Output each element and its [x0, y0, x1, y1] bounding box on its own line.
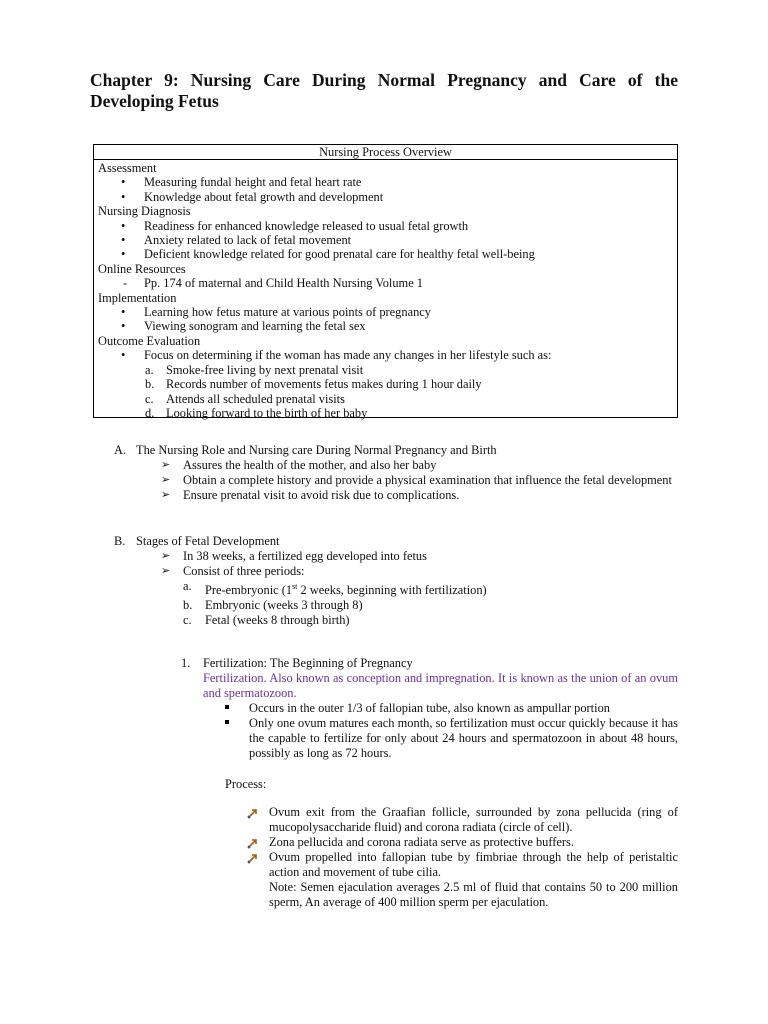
- list-item: ➢ In 38 weeks, a fertilized egg developed into fetus: [161, 549, 427, 563]
- list-item: - Pp. 174 of maternal and Child Health Nursing Volume 1: [123, 276, 423, 291]
- assessment-label: Assessment: [98, 161, 157, 175]
- semen-note: Note: Semen ejaculation averages 2.5 ml of fluid that contains 50 to 200 million sperm, An average of 400 million sperm per ejaculation.: [269, 880, 678, 909]
- process-label: Process:: [225, 777, 267, 791]
- fertilization-section: [181, 656, 678, 910]
- list-item: • Readiness for enhanced knowledge released to usual fetal growth: [121, 218, 469, 233]
- arrow-bullet-icon: ➢: [161, 459, 171, 471]
- nursing-process-overview-box: [93, 144, 678, 418]
- arrow-bullet-icon: ➢: [161, 550, 171, 562]
- section-b-heading: B. Stages of Fetal Development: [114, 534, 280, 548]
- list-item: Occurs in the outer 1/3 of fallopian tube, also known as ampullar portion: [223, 701, 678, 716]
- list-item: • Learning how fetus mature at various points of pregnancy: [121, 305, 431, 320]
- list-item: • Anxiety related to lack of fetal movement: [121, 233, 352, 248]
- outcome-evaluation-label: Outcome Evaluation: [98, 333, 201, 348]
- list-item: • Measuring fundal height and fetal heart rate: [121, 175, 362, 190]
- section-a: [114, 443, 678, 503]
- list-item: • Focus on determining if the woman has made any changes in her lifestyle such as:: [121, 348, 552, 363]
- arrow-bullet-icon: [247, 807, 259, 823]
- diagnosis-label: Nursing Diagnosis: [98, 204, 191, 219]
- list-item: Zona pellucida and corona radiata serve as protective buffers.: [247, 835, 678, 850]
- arrow-bullet-icon: [247, 852, 259, 868]
- list-item: d. Looking forward to the birth of her baby: [145, 405, 368, 420]
- list-item: c. Fetal (weeks 8 through birth): [183, 613, 350, 628]
- fertilization-definition: Fertilization. Also known as conception and impregnation. It is known as the union of an ovum and spermatozoon.: [203, 671, 678, 700]
- section-b: [114, 534, 678, 628]
- list-item: Ovum propelled into fallopian tube by fimbriae through the help of peristaltic action and movement of tube cilia. Note: Semen ejaculation averages 2.5 ml of fluid that contains 50 to 200 million sperm, An average of 400 million sperm per ejaculation.: [247, 850, 678, 910]
- implementation-label: Implementation: [98, 290, 177, 305]
- chapter-title: Chapter 9: Nursing Care During Normal Pregnancy and Care of the Developing Fetus: [90, 70, 678, 111]
- arrow-bullet-icon: ➢: [161, 489, 171, 501]
- list-item: b. Records number of movements fetus makes during 1 hour daily: [145, 377, 482, 392]
- list-item: • Knowledge about fetal growth and development: [121, 189, 384, 204]
- list-item: • Deficient knowledge related for good prenatal care for healthy fetal well-being: [121, 247, 535, 262]
- list-item: a. Pre-embryonic (1st 2 weeks, beginning with fertilization): [183, 579, 487, 598]
- square-bullet-icon: [225, 720, 229, 724]
- list-item: a. Smoke-free living by next prenatal visit: [145, 362, 364, 377]
- online-resources-label: Online Resources: [98, 261, 186, 276]
- section-a-heading: A. The Nursing Role and Nursing care During Normal Pregnancy and Birth: [114, 443, 497, 457]
- list-item: ➢ Assures the health of the mother, and also her baby: [161, 458, 437, 472]
- fertilization-heading: 1. Fertilization: The Beginning of Pregnancy: [181, 656, 413, 670]
- list-item: ➢ Ensure prenatal visit to avoid risk due to complications.: [161, 488, 460, 502]
- list-item: • Viewing sonogram and learning the fetal sex: [121, 319, 366, 334]
- list-item: c. Attends all scheduled prenatal visits: [145, 391, 345, 406]
- square-bullet-icon: [225, 705, 229, 709]
- list-item: b. Embryonic (weeks 3 through 8): [183, 598, 363, 613]
- list-item: Ovum exit from the Graafian follicle, surrounded by zona pellucida (ring of mucopolysaccharide fluid) and corona radiata (circle of cell).: [247, 805, 678, 835]
- arrow-bullet-icon: ➢: [161, 474, 171, 486]
- overview-header: Nursing Process Overview: [94, 145, 677, 160]
- arrow-bullet-icon: ➢: [161, 565, 171, 577]
- list-item: ➢ Obtain a complete history and provide a physical examination that influence the fetal development: [161, 473, 672, 487]
- list-item: Only one ovum matures each month, so fertilization must occur quickly because it has the capable to fertilize for only about 24 hours and spermatozoon in about 48 hours, possibly as long as 72 hours.: [223, 716, 678, 761]
- list-item: ➢ Consist of three periods:: [161, 564, 305, 578]
